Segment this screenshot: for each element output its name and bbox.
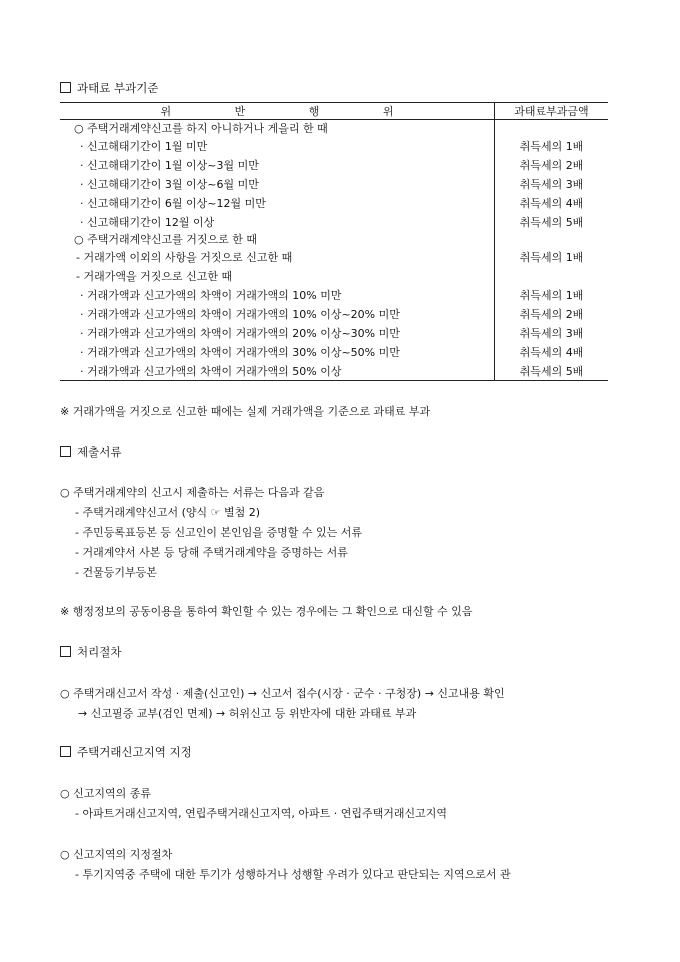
section-title-zone-text: 주택거래신고지역 지정 [77,745,192,759]
zone-process-item: - 투기지역중 주택에 대한 투기가 성행하거나 성행할 우려가 있다고 판단되는 지역으로서 관 [75,868,511,881]
table-row [60,136,608,155]
section-title-procedure [60,645,121,659]
section-title-fee-text: 과태료 부과기준 [77,81,159,95]
section-title-documents [60,445,121,459]
fee-table [60,102,608,381]
table-row [60,120,608,137]
list-item: - 거래계약서 사본 등 당해 주택거래계약을 증명하는 서류 [75,546,348,559]
list-item: - 주민등록표등본 등 신고인이 본인임을 증명할 수 있는 서류 [75,526,362,539]
row-amount [495,231,609,247]
row-text: · 신고해태기간이 1월 미만 [60,136,495,155]
row-amount [495,120,609,137]
row-amount: 취득세의 2배 [519,307,584,321]
documents-note: ※ 행정정보의 공동이용을 통하여 확인할 수 있는 경우에는 그 확인으로 대신할 수 있음 [60,605,473,618]
section-title-fee [60,81,158,95]
row-amount: 취득세의 3배 [519,177,584,191]
header-violation: 위 반 행 위 [60,103,495,120]
table-row [60,212,608,231]
row-text: · 신고해태기간이 12월 이상 [60,212,495,231]
row-text: - 거래가액을 거짓으로 신고한 때 [60,266,495,285]
zone-types-item: - 아파트거래신고지역, 연립주택거래신고지역, 아파트 · 연립주택거래신고지역 [75,807,447,820]
table-row [60,266,608,285]
table-header-row [60,103,608,120]
row-text: · 거래가액과 신고가액의 차액이 거래가액의 10% 이상~20% 미만 [60,304,495,323]
list-item: - 주택거래계약신고서 (양식 ☞ 별첨 2) [75,506,261,519]
section-title-zone [60,745,192,759]
row-amount: 취득세의 4배 [519,345,584,359]
checkbox-square-icon [60,446,71,457]
table-row [60,285,608,304]
row-amount: 취득세의 5배 [495,361,609,381]
table-row [60,193,608,212]
row-amount: 취득세의 5배 [519,215,584,229]
table-row [60,174,608,193]
procedure-line-2: → 신고필증 교부(검인 면제) → 허위신고 등 위반자에 대한 과태료 부과 [78,707,417,720]
row-amount [495,266,609,285]
fee-note: ※ 거래가액을 거짓으로 신고한 때에는 실제 거래가액을 기준으로 과태료 부과 [60,405,431,418]
checkbox-square-icon [60,646,71,657]
row-amount: 취득세의 1배 [519,250,584,264]
procedure-line-1: ○ 주택거래신고서 작성 · 제출(신고인) → 신고서 접수(시장 · 군수 · 구청장) → 신고내용 확인 [60,687,505,700]
row-text: ○ 주택거래계약신고를 하지 아니하거나 게을리 한 때 [60,120,495,137]
table-row [60,155,608,174]
header-amount: 과태료부과금액 [495,103,609,120]
row-amount: 취득세의 1배 [519,139,584,153]
checkbox-square-icon [60,82,71,93]
section-title-documents-text: 제출서류 [77,445,122,459]
row-text: · 거래가액과 신고가액의 차액이 거래가액의 50% 이상 [60,361,495,381]
zone-types-title: ○ 신고지역의 종류 [60,787,151,800]
table-row [60,342,608,361]
row-text: ○ 주택거래계약신고를 거짓으로 한 때 [60,231,495,247]
documents-intro: ○ 주택거래계약의 신고시 제출하는 서류는 다음과 같음 [60,486,325,499]
zone-process-title: ○ 신고지역의 지정절차 [60,848,173,861]
row-text: · 신고해태기간이 1월 이상~3월 미만 [60,155,495,174]
row-text: · 신고해태기간이 6월 이상~12월 미만 [60,193,495,212]
checkbox-square-icon [60,746,71,757]
list-item: - 건물등기부등본 [75,566,157,579]
section-title-procedure-text: 처리절차 [77,645,122,659]
table-row [60,304,608,323]
row-text: · 거래가액과 신고가액의 차액이 거래가액의 10% 미만 [60,285,495,304]
table-row [60,247,608,266]
row-text: · 거래가액과 신고가액의 차액이 거래가액의 30% 이상~50% 미만 [60,342,495,361]
table-row [60,231,608,247]
table-row [60,323,608,342]
row-text: - 거래가액 이외의 사항을 거짓으로 신고한 때 [60,247,495,266]
row-amount: 취득세의 1배 [519,288,584,302]
row-text: · 신고해태기간이 3월 이상~6월 미만 [60,174,495,193]
table-row [60,361,608,381]
row-amount: 취득세의 3배 [519,326,584,340]
row-amount: 취득세의 2배 [519,158,584,172]
row-amount: 취득세의 4배 [519,196,584,210]
row-text: · 거래가액과 신고가액의 차액이 거래가액의 20% 이상~30% 미만 [60,323,495,342]
